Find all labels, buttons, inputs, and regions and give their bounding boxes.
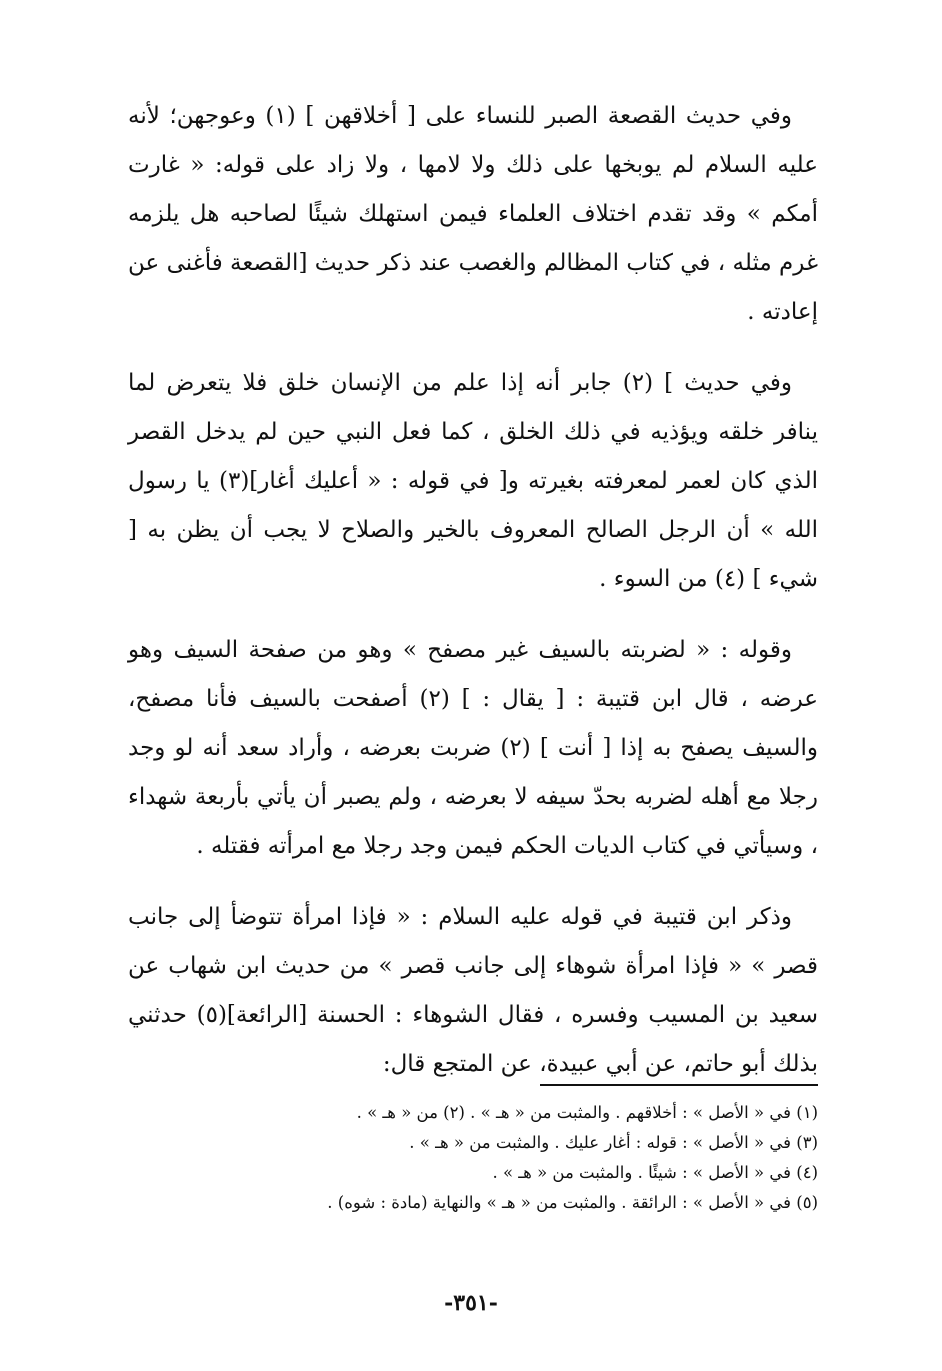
footnotes (150, 1098, 818, 1218)
paragraph-1: وفي حديث القصعة الصبر للنساء على [ أخلاقهن ] (١) وعوجهن؛ لأنه عليه السلام لم يوبخها على ذلك ولا لامها ، ولا زاد على قوله: « غارت أمكم » وقد تقدم اختلاف العلماء فيمن استهلك شيئًا لصاحبه هل يلزمه غرم مثله ، في كتاب المظالم والغصب عند ذكر حديث [القصعة فأغنى عن إعادته . (128, 103, 818, 325)
paragraph-4: وذكر ابن قتيبة في قوله عليه السلام : « فإذا امرأة تتوضأ إلى جانب قصر » « فإذا امرأة شوهاء إلى جانب قصر » من حديث ابن شهاب عن سعيد بن المسيب وفسره ، فقال الشوهاء : الحسنة [الرائعة](٥) حدثني بذلك أبو حاتم، عن أبي عبيدة، عن المتجع قال: (128, 904, 819, 1077)
page-number: -٣٥١- (444, 1290, 498, 1316)
footnote-divider (540, 1084, 818, 1086)
footnote-4: (٤) في « الأصل » : شيئًا . والمثبت من « هـ » . (492, 1163, 818, 1182)
footnote-5: (٥) في « الأصل » : الرائقة . والمثبت من « هـ » والنهاية (مادة : شوه) . (327, 1193, 818, 1212)
page-body (128, 92, 818, 1111)
footnote-1: (١) في « الأصل » : أخلاقهم . والمثبت من « هـ » . (٢) من « هـ » . (356, 1103, 818, 1122)
paragraph-2: وفي حديث ] (٢) جابر أنه إذا علم من الإنسان خلق فلا يتعرض لما ينافر خلقه ويؤذيه في ذلك الخلق ، كما فعل النبي حين لم يدخل القصر الذي كان لعمر لمعرفته بغيرته و[ في قوله : « أعليك أغار](٣) يا رسول الله » أن الرجل الصالح المعروف بالخير والصلاح لا يجب أن يظن به [ شيء ] (٤) من السوء . (128, 370, 818, 592)
footnote-3: (٣) في « الأصل » : قوله : أغار عليك . والمثبت من « هـ » . (409, 1133, 818, 1152)
paragraph-3: وقوله : « لضربته بالسيف غير مصفح » وهو من صفحة السيف وهو عرضه ، قال ابن قتيبة : [ يقال : ] (٢) أصفحت بالسيف فأنا مصفح، والسيف يصفح به إذا [ أنت ] (٢) ضربت بعرضه ، وأراد سعد أنه لو وجد رجلا مع أهله لضربه بحدّ سيفه لا بعرضه ، ولم يصبر أن يأتي بأربعة شهداء ، وسيأتي في كتاب الديات الحكم فيمن وجد رجلا مع امرأته فقتله . (128, 637, 818, 859)
